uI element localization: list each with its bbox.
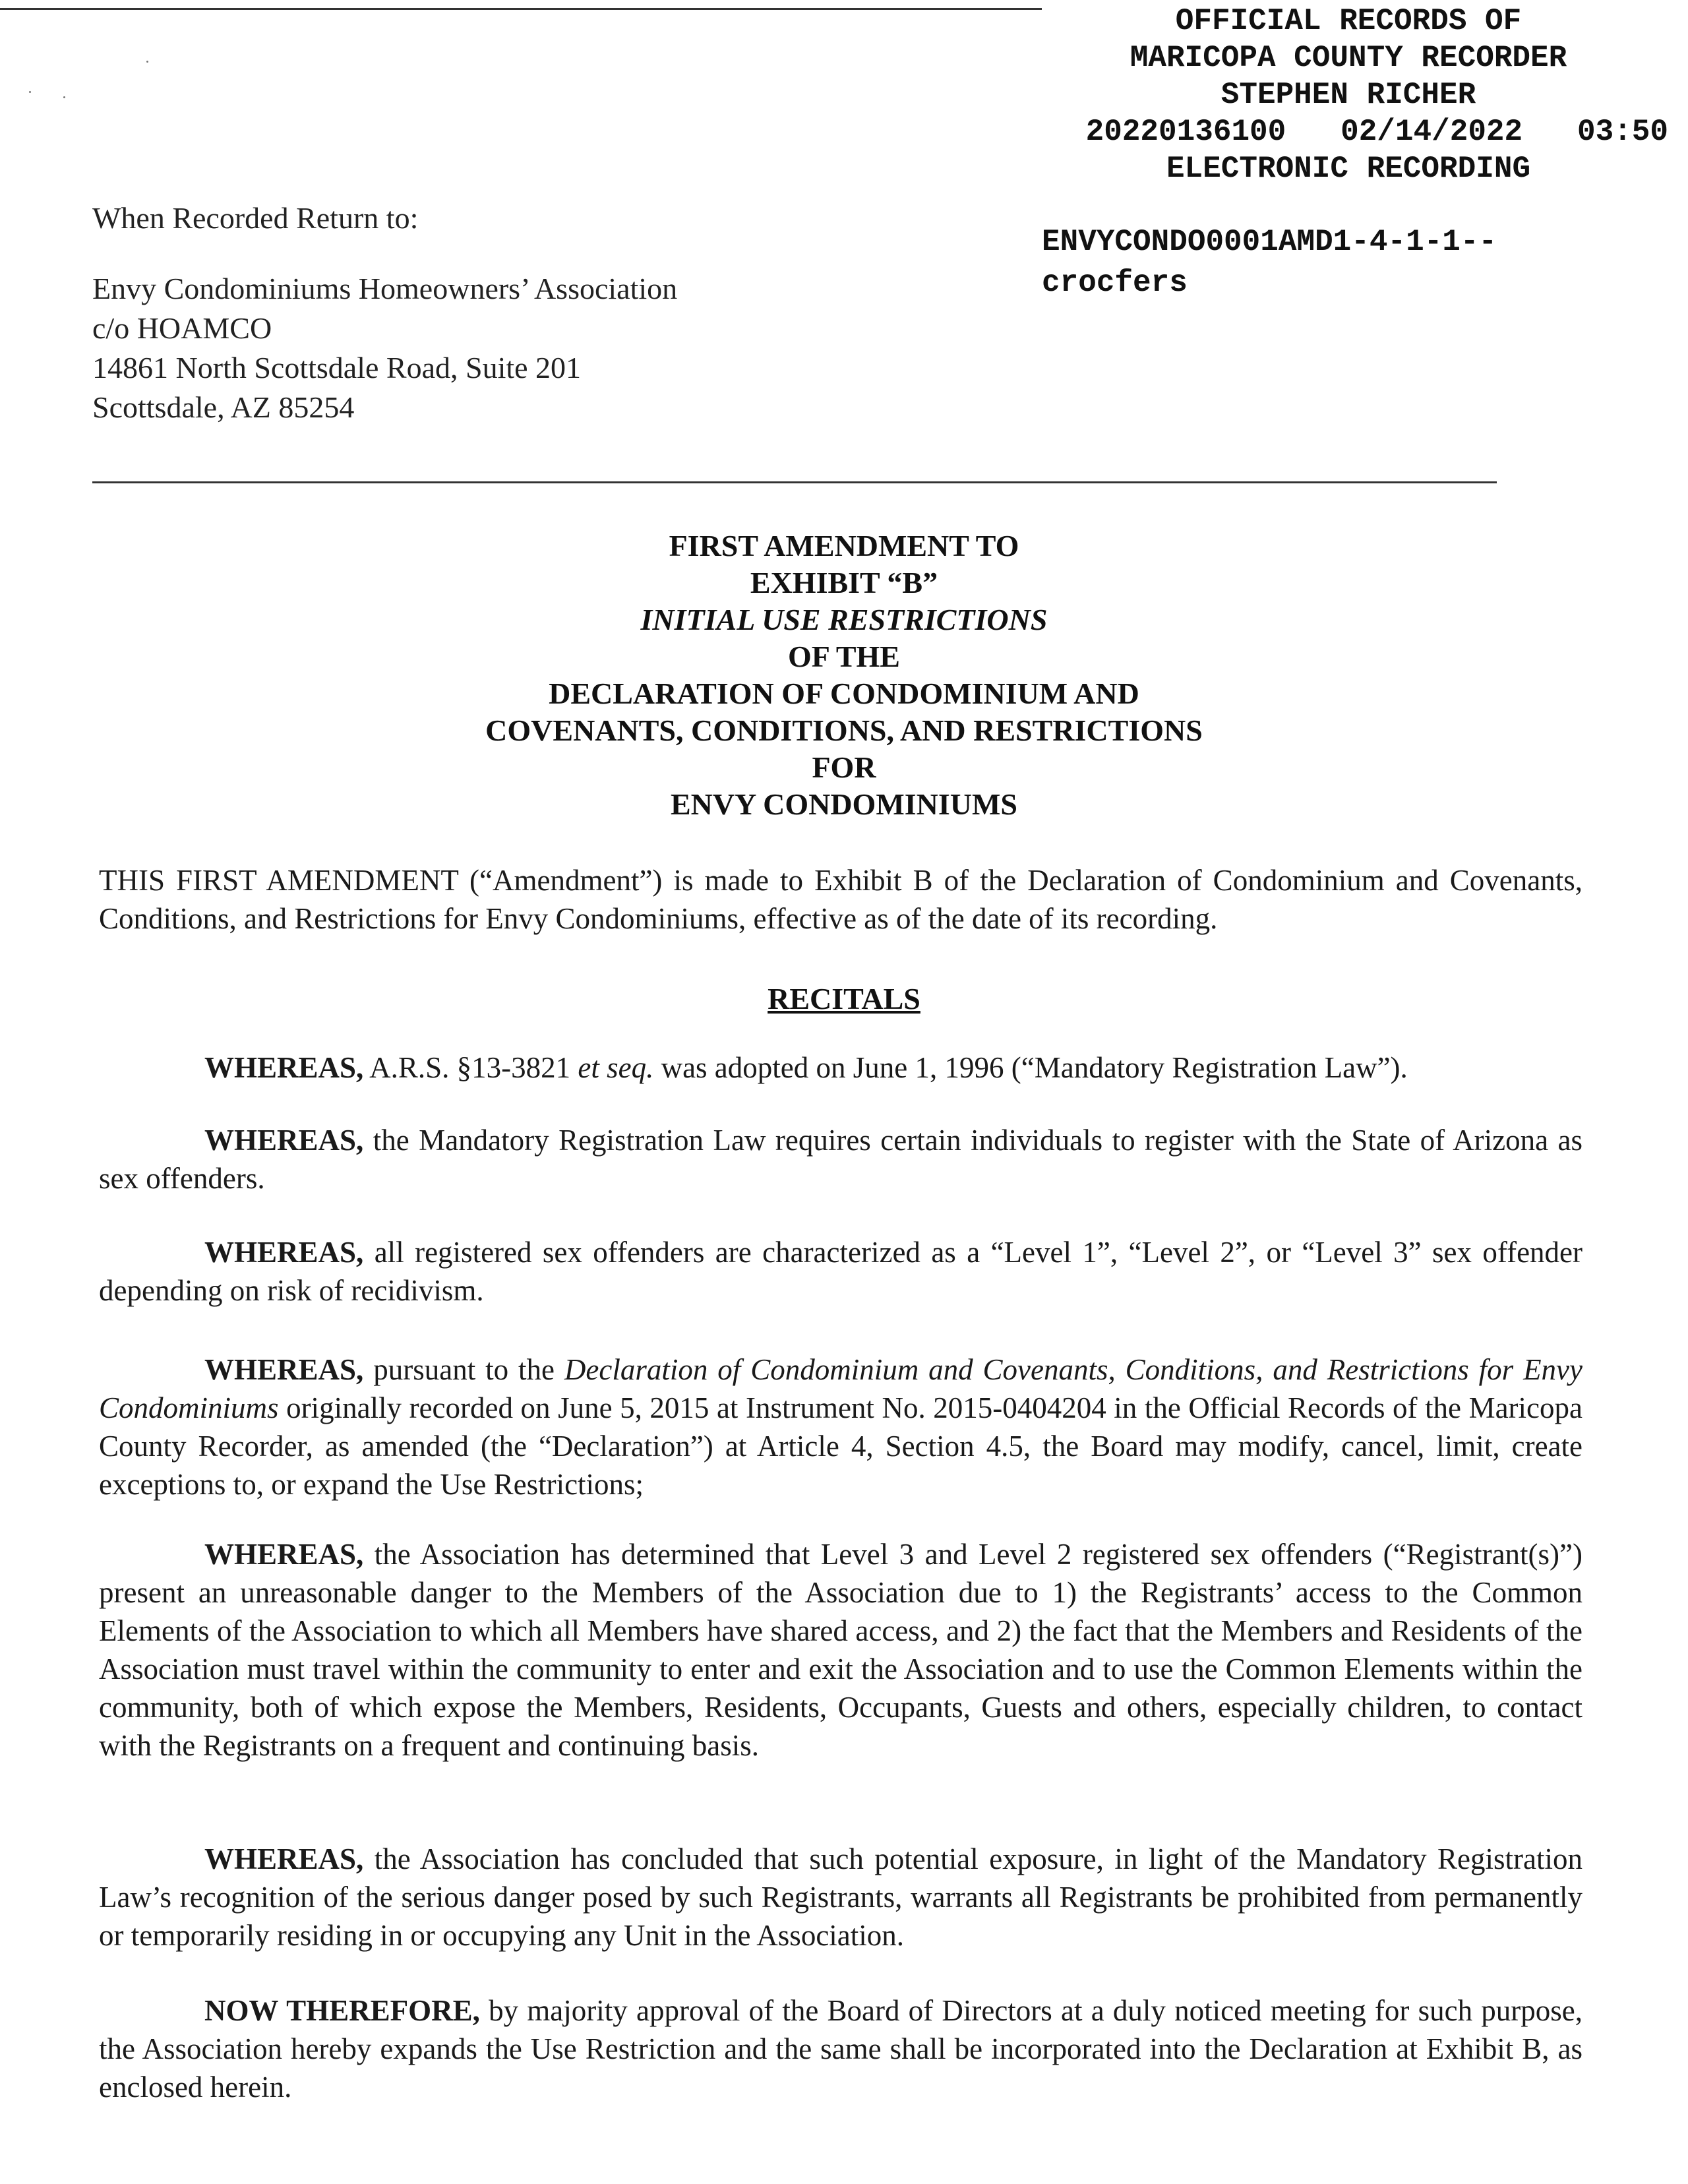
recital-2-text: the Mandatory Registration Law requires certain individuals to register with the State of Arizona as sex offenders. [99, 1124, 1582, 1195]
instrument-number: 20220136100 [1085, 115, 1286, 149]
stamp-line-5: ELECTRONIC RECORDING [1166, 152, 1531, 186]
scan-speck [146, 61, 148, 63]
recital-1-italic: et seq. [578, 1051, 654, 1084]
stamp-line-3: STEPHEN RICHER [1221, 78, 1476, 112]
title-line-1: FIRST AMENDMENT TO [669, 529, 1019, 562]
stamp-line-2: MARICOPA COUNTY RECORDER [1130, 41, 1567, 75]
recital-4-text-b: originally recorded on June 5, 2015 at Instrument No. 2015-0404204 in the Official Records of the Maricopa County Recorder, as amended (the “Declaration”) at Article 4, Section 4.5, the Board may modify, cancel, limit, create exceptions to, or expand the Use Restrictions; [99, 1391, 1582, 1501]
intro-paragraph: THIS FIRST AMENDMENT (“Amendment”) is made to Exhibit B of the Declaration of Condominium and Covenants, Conditions, and Restrictions for Envy Condominiums, effective as of the date of its recording. [99, 864, 1582, 935]
recital-3-lead: WHEREAS, [204, 1236, 364, 1269]
return-address-line-4: Scottsdale, AZ 85254 [92, 390, 355, 424]
now-therefore-clause [99, 1991, 1582, 2106]
return-address-line-3: 14861 North Scottsdale Road, Suite 201 [92, 351, 582, 384]
scan-speck [29, 91, 31, 93]
title-line-5: DECLARATION OF CONDOMINIUM AND [549, 677, 1139, 710]
document-code-line-2: crocfers [1042, 266, 1188, 300]
recording-time: 03:50 [1577, 115, 1668, 149]
recital-4-lead: WHEREAS, [204, 1353, 364, 1386]
return-address-line-1: Envy Condominiums Homeowners’ Association [92, 272, 678, 305]
title-line-7: FOR [812, 750, 876, 784]
return-address-line-2: c/o HOAMCO [92, 311, 272, 345]
recital-1-text-a: A.R.S. §13-3821 [363, 1051, 578, 1084]
return-address [92, 269, 677, 427]
recital-1-lead: WHEREAS, [204, 1051, 364, 1084]
recital-3-text: all registered sex offenders are characterized as a “Level 1”, “Level 2”, or “Level 3” sex offender depending on risk of recidivism. [99, 1236, 1582, 1307]
recital-6-lead: WHEREAS, [204, 1842, 364, 1875]
document-title [0, 528, 1688, 823]
section-divider [92, 481, 1497, 483]
recital-4-text-a: pursuant to the [363, 1353, 564, 1386]
stamp-recording-line [1029, 113, 1668, 150]
recital-5 [99, 1535, 1582, 1765]
stamp-line-1: OFFICIAL RECORDS OF [1175, 4, 1522, 38]
title-line-4: OF THE [788, 640, 900, 673]
now-therefore-text: by majority approval of the Board of Directors at a duly noticed meeting for such purpose, the Association hereby expands the Use Restriction and the same shall be incorporated into the Declaration at Exhibit B, as enclosed herein. [99, 1994, 1583, 2104]
recital-3 [99, 1233, 1582, 1310]
document-code [1042, 222, 1635, 303]
recital-2-lead: WHEREAS, [204, 1124, 364, 1157]
recital-1-text-b: was adopted on June 1, 1996 (“Mandatory Registration Law”). [653, 1051, 1408, 1084]
title-line-8: ENVY CONDOMINIUMS [670, 787, 1017, 821]
title-line-6: COVENANTS, CONDITIONS, AND RESTRICTIONS [485, 713, 1203, 747]
recital-6 [99, 1840, 1582, 1955]
recital-5-lead: WHEREAS, [204, 1538, 364, 1571]
recital-1 [99, 1048, 1582, 1087]
recitals-heading: RECITALS [768, 982, 920, 1016]
document-code-line-1: ENVYCONDO0001AMD1-4-1-1-- [1042, 225, 1497, 259]
recital-4 [99, 1350, 1582, 1503]
recital-2 [99, 1121, 1582, 1198]
return-to-label: When Recorded Return to: [92, 201, 419, 235]
scan-speck [63, 96, 65, 98]
recital-4-italic: Declaration of Condominium and Covenants, Conditions, and Restrictions for Envy Condominiums [99, 1353, 1583, 1424]
recital-5-text: the Association has determined that Level 3 and Level 2 registered sex offenders (“Registrant(s)”) present an unreasonable danger to the Members of the Association due to 1) the Registrants’ access to the Common Elements of the Association to which all Members have shared access, and 2) the fact that the Members and Residents of the Association must travel within the community to enter and exit the Association and to use the Common Elements within the community, both of which expose the Members, Residents, Occupants, Guests and others, especially children, to contact with the Registrants on a frequent and continuing basis. [99, 1538, 1582, 1762]
title-line-2: EXHIBIT “B” [750, 566, 938, 599]
recorder-stamp [1029, 3, 1668, 187]
top-rule [0, 8, 1042, 10]
title-line-3: INITIAL USE RESTRICTIONS [640, 603, 1048, 636]
recording-date: 02/14/2022 [1341, 115, 1523, 149]
now-therefore-lead: NOW THEREFORE, [204, 1994, 480, 2027]
recital-6-text: the Association has concluded that such potential exposure, in light of the Mandatory Registration Law’s recognition of the serious danger posed by such Registrants, warrants all Registrants be prohibited from permanently or temporarily residing in or occupying any Unit in the Association. [99, 1842, 1582, 1952]
